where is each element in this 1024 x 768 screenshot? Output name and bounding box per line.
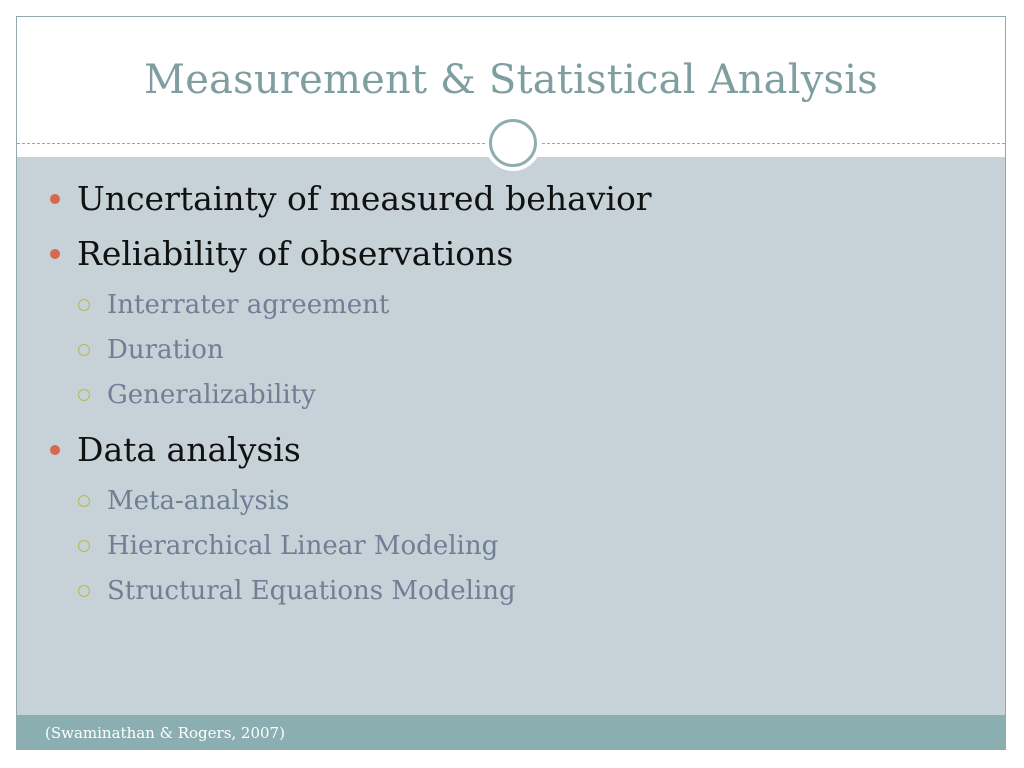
list-subitem: [47, 530, 987, 562]
list-subitem: [47, 575, 987, 607]
footer-citation: (Swaminathan & Rogers, 2007): [45, 724, 285, 742]
list-subitem-text: Generalizability: [107, 380, 316, 410]
filled-circle-bullet-icon: [50, 249, 60, 259]
list-item-text: Reliability of observations: [77, 234, 514, 273]
list-subitem-text: Meta-analysis: [107, 486, 290, 516]
list-subitem: [47, 485, 987, 517]
list-subitem: [47, 334, 987, 366]
bullet-list: [47, 179, 987, 620]
list-subitem-text: Hierarchical Linear Modeling: [107, 531, 499, 561]
hollow-circle-bullet-icon: [78, 389, 90, 401]
slide-title: Measurement & Statistical Analysis: [144, 57, 878, 103]
footer-bar: [17, 715, 1005, 749]
list-subitem-text: Duration: [107, 335, 224, 365]
list-subitem: [47, 379, 987, 411]
list-subitem-text: Structural Equations Modeling: [107, 576, 516, 606]
list-subitem-text: Interrater agreement: [107, 290, 390, 320]
slide: [16, 16, 1006, 750]
hollow-circle-bullet-icon: [78, 299, 90, 311]
filled-circle-bullet-icon: [50, 194, 60, 204]
list-item: [47, 179, 987, 219]
hollow-circle-bullet-icon: [78, 585, 90, 597]
hollow-circle-bullet-icon: [78, 495, 90, 507]
list-item-text: Uncertainty of measured behavior: [77, 179, 652, 218]
list-item: [47, 234, 987, 274]
filled-circle-bullet-icon: [50, 445, 60, 455]
list-subitem: [47, 289, 987, 321]
hollow-circle-bullet-icon: [78, 344, 90, 356]
ring-ornament-icon: [489, 119, 537, 167]
hollow-circle-bullet-icon: [78, 540, 90, 552]
list-item: [47, 430, 987, 470]
list-item-text: Data analysis: [77, 430, 301, 469]
